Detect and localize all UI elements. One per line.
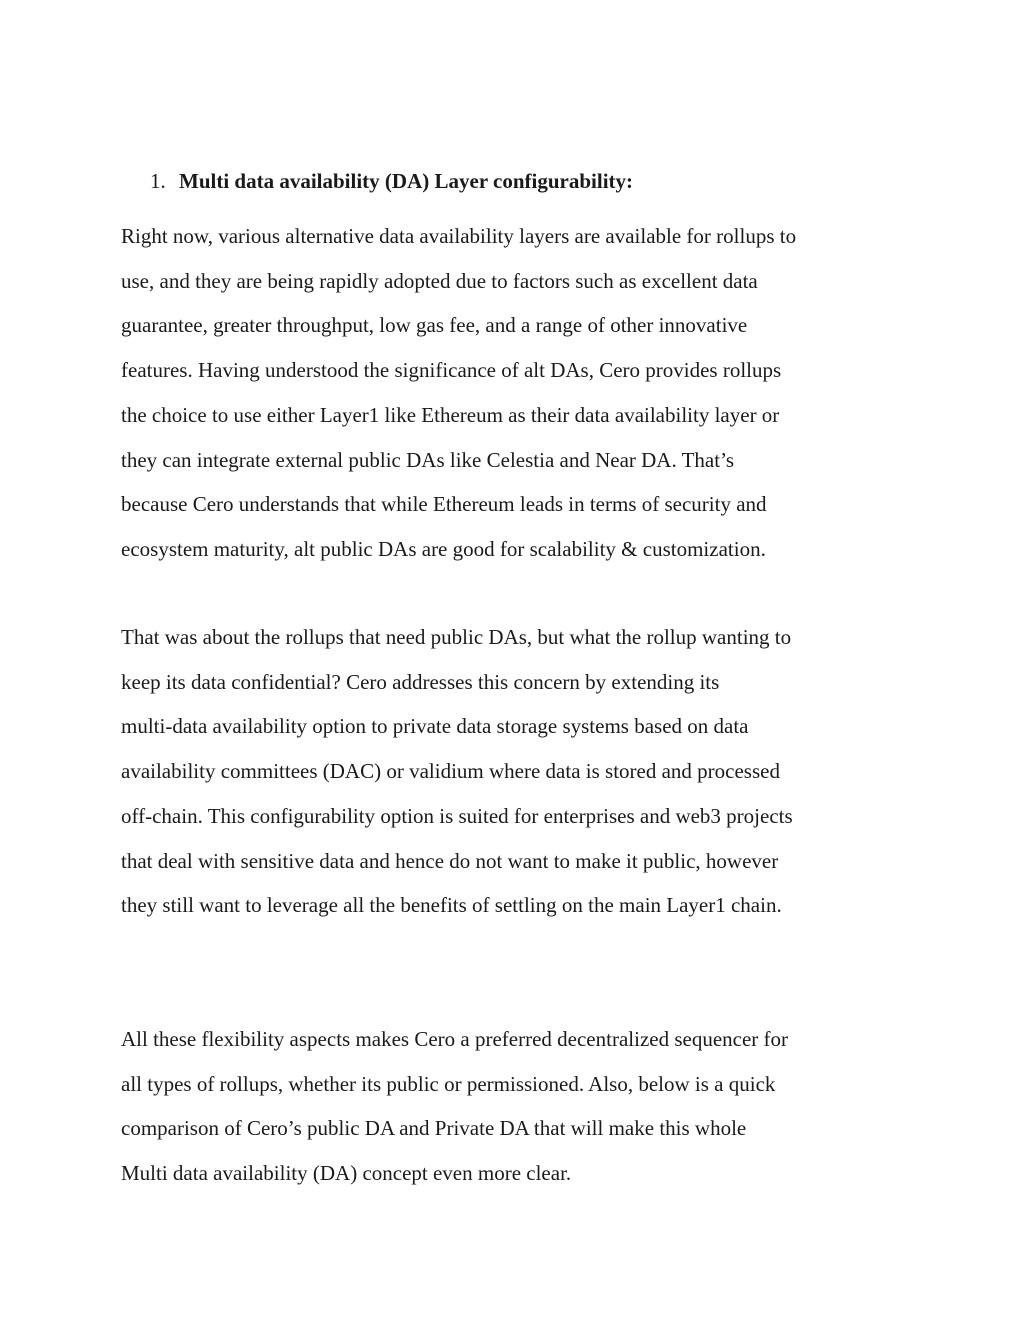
paragraph-line: keep its data confidential? Cero addresses this concern by extending its	[121, 669, 720, 694]
section-title: Multi data availability (DA) Layer configurability:	[179, 169, 634, 193]
paragraph-line: they can integrate external public DAs like Celestia and Near DA. That’s	[121, 447, 735, 472]
paragraph-line: the choice to use either Layer1 like Ethereum as their data availability layer or	[121, 402, 780, 427]
paragraph-line: All these flexibility aspects makes Cero a preferred decentralized sequencer for	[121, 1027, 789, 1051]
paragraph-alt-da	[121, 214, 921, 572]
paragraph-line: that deal with sensitive data and hence do not want to make it public, however	[121, 848, 779, 873]
paragraph-line: Right now, various alternative data availability layers are available for rollups to	[121, 224, 797, 248]
paragraph-summary	[121, 1017, 921, 1196]
paragraph-line: availability committees (DAC) or validium where data is stored and processed	[121, 759, 780, 784]
paragraph-line: multi-data availability option to private data storage systems based on data	[121, 714, 749, 739]
paragraph-line: Multi data availability (DA) concept even more clear.	[121, 1161, 572, 1186]
paragraph-line: because Cero understands that while Ethereum leads in terms of security and	[121, 492, 767, 517]
paragraph-line: That was about the rollups that need public DAs, but what the rollup wanting to	[121, 625, 792, 649]
paragraph-line: ecosystem maturity, alt public DAs are good for scalability & customization.	[121, 536, 766, 561]
paragraph-line: features. Having understood the significance of alt DAs, Cero provides rollups	[121, 358, 782, 383]
paragraph-line: use, and they are being rapidly adopted due to factors such as excellent data	[121, 268, 758, 293]
paragraph-line: comparison of Cero’s public DA and Private DA that will make this whole	[121, 1116, 747, 1141]
section-heading	[150, 166, 633, 196]
paragraph-line: guarantee, greater throughput, low gas fee, and a range of other innovative	[121, 313, 748, 338]
paragraph-private-da	[121, 615, 921, 928]
list-number: 1.	[150, 169, 166, 193]
paragraph-line: off-chain. This configurability option is suited for enterprises and web3 projects	[121, 803, 793, 828]
paragraph-line: they still want to leverage all the benefits of settling on the main Layer1 chain.	[121, 893, 782, 918]
paragraph-line: all types of rollups, whether its public or permissioned. Also, below is a quick	[121, 1071, 776, 1096]
